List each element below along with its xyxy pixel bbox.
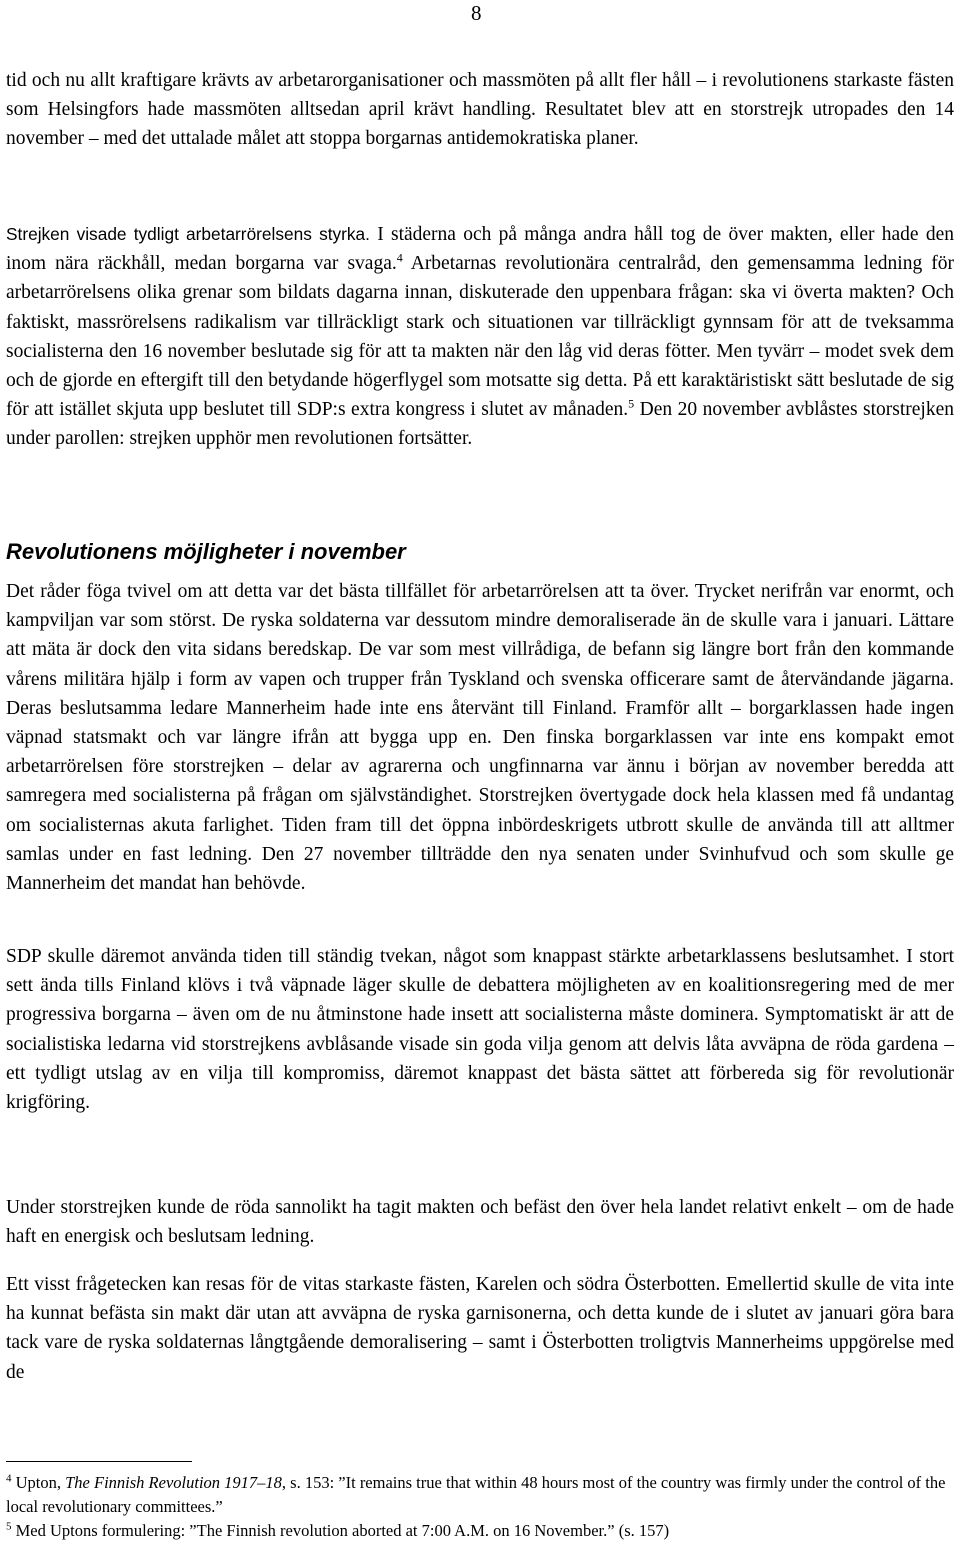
sentence-text: Arbetarnas revolutionära centralråd, den gemensamma ledning för arbetarrörelsens olika grenar som bildats dagarna innan, diskuterade den uppenbara frågan: ska vi överta makten? Och faktiskt, massrörelsens radikalism var tillräckligt stark och situationen var tillräckligt gynnsam för att de tveksamma socialisterna den 16 november beslutade sig för att ta makten när den låg vid deras fötter. Men tyvärr – modet svek dem och de gjorde en eftergift till den betydande högerflygel som motsatte sig detta. På ett karaktäristiskt sätt beslutade de sig för att istället skjuta upp beslutet till SDP:s extra kongress i slutet av månaden. — [6, 253, 954, 421]
sentence-text: Den 20 november avblåstes storstrejken under parollen: strejken upphör men revolutionen fortsätter. — [6, 399, 954, 450]
footnote-5 — [6, 1519, 954, 1543]
footnote-number: 5 — [6, 1520, 12, 1533]
section-heading: Revolutionens möjligheter i november — [6, 539, 406, 564]
sentence-text: tid och nu allt kraftigare krävts av arbetarorganisationer och massmöten på allt fler håll – i revolutionens starkaste fästen som Helsingfors hade massmöten alltsedan april krävt handling. — [6, 70, 954, 121]
strike-paragraph — [6, 220, 954, 454]
footnote-number: 4 — [6, 1472, 12, 1485]
footnote-reference-4[interactable]: 4 — [396, 250, 403, 265]
footnote-reference-5[interactable]: 5 — [628, 396, 635, 411]
body-paragraph — [6, 1193, 954, 1251]
paragraph-text: Under storstrejken kunde de röda sannolikt ha tagit makten och befäst den över hela landet relativt enkelt – om de hade haft en energisk och beslutsam ledning. — [6, 1197, 954, 1248]
paragraph-text — [6, 220, 954, 454]
paragraph-text: Det råder föga tvivel om att detta var det bästa tillfället för arbetarrörelsen att ta över. Trycket nerifrån var enormt, och kampviljan var som störst. De ryska soldaterna var dessutom mindre demoraliserade än de skulle vara i januari. Lättare att mäta är dock den vita sidans beredskap. De var som mest villrådiga, de befann sig längre bort från den kommande vårens militära hjälp i form av vapen och trupper från Tyskland och svenska officerare samt de återvändande jägarna. Deras beslutsamma ledare Mannerheim hade inte ens återvänt till Finland. Framför allt – borgarklassen hade ingen väpnad statsmakt och var längre ifrån att bygga upp en. Den finska borgarklassen var inte ens kompakt emot arbetarrörelsen före storstrejken – delar av agrarerna och ungfinnarna var ännu i början av november beredda att samregera med socialisterna på frågan om självständighet. Storstrejken övertygade dock hela klassen med få undantag om socialisternas akuta farlighet. Tiden fram till det öppna inbördeskrigets utbrott skulle de använda till att alltmer samlas under en fast ledning. Den 27 november tillträdde den nya senaten under Svinhufvud och som skulle ge Mannerheim det mandat han behövde. — [6, 581, 954, 895]
body-paragraph — [6, 942, 954, 1117]
footnote-separator — [6, 1461, 192, 1462]
footnote-text: Med Uptons formulering: ”The Finnish revolution aborted at 7:00 A.M. on 16 November.” (s. 157) — [15, 1521, 670, 1540]
continued-paragraph — [6, 66, 954, 154]
paragraph-text: SDP skulle däremot använda tiden till ständig tvekan, något som knappast stärkte arbetarklassens beslutsamhet. I stort sett ända tills Finland klövs i två väpnade läger skulle de debattera möjligheten av en koalitionsregering med de mer progressiva borgarna – även om de nu åtminstone hade insett att socialisterna måste dominera. Symptomatiskt är att de socialistiska ledarna vid storstrejkens avblåsande visade sin goda vilja genom att delvis låta avväpna de röda gardena – ett tydligt utslag av en vilja till kompromiss, däremot knappast det bästa sättet att förbereda sig för revolutionär krigföring. — [6, 946, 954, 1114]
footnote-text: Upton, — [15, 1473, 66, 1492]
book-title: The Finnish Revolution 1917–18 — [65, 1473, 282, 1492]
footnote-4 — [6, 1471, 954, 1519]
paragraph-text: Ett visst frågetecken kan resas för de vitas starkaste fästen, Karelen och södra Österbotten. Emellertid skulle de vita inte ha kunnat befästa sin makt där utan att avväpna de ryska garnisonerna, och detta kunde de i slutet av januari göra bara tack vare de ryska soldaternas långtgående demoralisering – samt i Österbotten troligtvis Mannerheims uppgörelse med de — [6, 1274, 954, 1383]
body-paragraph — [6, 577, 954, 898]
sentence-text: Resultatet blev att en storstrejk utropades den 14 november – med det uttalade målet att stoppa borgarnas antidemokratiska planer. — [6, 99, 954, 150]
page-number: 8 — [471, 1, 482, 25]
paragraph-text — [6, 66, 954, 154]
sentence-text: Strejken visade tydligt arbetarrörelsens styrka. — [6, 224, 370, 244]
sentence-text: I städerna och på många andra håll tog de över makten, eller hade den inom nära räckhåll, medan borgarna var svaga. — [6, 224, 955, 275]
footnotes — [6, 1471, 954, 1543]
footnote-text: , s. 153: ”It remains true that within 48 hours most of the country was firmly under the control of the local revolutionary committees.” — [6, 1473, 946, 1516]
body-paragraph — [6, 1270, 954, 1387]
